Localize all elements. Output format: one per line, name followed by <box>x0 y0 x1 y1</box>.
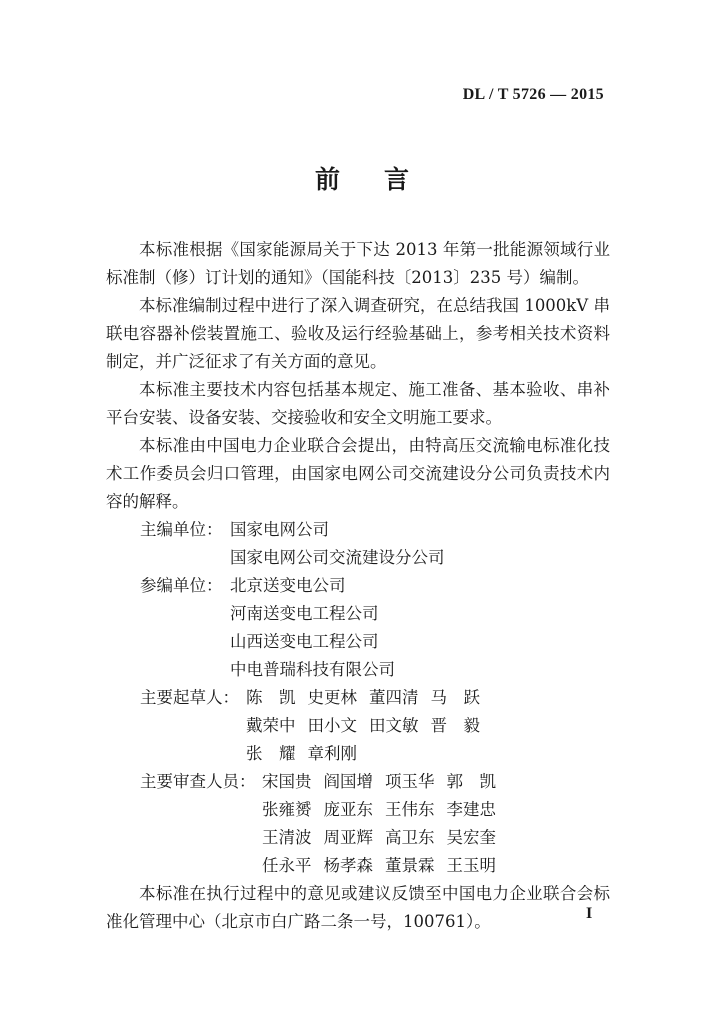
page-title: 前言 <box>314 165 453 194</box>
drafters-row <box>246 712 492 740</box>
drafter-name: 章利刚 <box>307 744 357 763</box>
drafters-label: 主要起草人： <box>140 688 239 707</box>
reviewer-name: 王伟东 <box>385 800 435 819</box>
paragraph-basis: 本标准根据《国家能源局关于下达 2013 年第一批能源领域行业标准制（修）订计划的通知》（国能科技〔2013〕235 号）编制。 <box>106 240 610 287</box>
participating-units-label: 参编单位： <box>140 576 223 595</box>
reviewer-name: 王清波 <box>262 828 312 847</box>
reviewer-name: 李建忠 <box>446 800 496 819</box>
participating-unit: 河南送变电工程公司 <box>230 604 379 623</box>
standard-number: DL / T 5726 — 2015 <box>462 86 604 103</box>
paragraph-management: 本标准由中国电力企业联合会提出，由特高压交流输电标准化技术工作委员会归口管理，由国家电网公司交流建设分公司负责技术内容的解释。 <box>106 436 610 511</box>
reviewers-row <box>262 768 508 796</box>
participating-unit: 中电普瑞科技有限公司 <box>230 660 395 679</box>
reviewer-name: 郭 凯 <box>446 772 496 791</box>
reviewer-name: 高卫东 <box>385 828 435 847</box>
reviewer-name: 周亚辉 <box>323 828 373 847</box>
reviewer-name: 阎国增 <box>323 772 373 791</box>
drafter-name: 张 耀 <box>246 744 296 763</box>
reviewers-row <box>262 824 508 852</box>
reviewers-label: 主要审查人员： <box>140 772 256 791</box>
reviewers-row <box>262 852 508 880</box>
drafter-name: 史更林 <box>307 688 357 707</box>
reviewer-name: 杨孝森 <box>323 856 373 875</box>
chief-editor-unit: 国家电网公司交流建设分公司 <box>230 548 445 567</box>
paragraph-feedback: 本标准在执行过程中的意见或建议反馈至中国电力企业联合会标准化管理中心（北京市白广路二条一号，100761）。 <box>106 884 610 931</box>
reviewer-name: 任永平 <box>262 856 312 875</box>
drafter-name: 田文敏 <box>369 716 419 735</box>
participating-unit: 山西送变电工程公司 <box>230 632 379 651</box>
reviewer-name: 张雍赟 <box>262 800 312 819</box>
drafter-name: 陈 凯 <box>246 688 296 707</box>
reviewer-name: 宋国贵 <box>262 772 312 791</box>
reviewer-name: 王玉明 <box>446 856 496 875</box>
reviewer-name: 庞亚东 <box>323 800 373 819</box>
drafter-name: 戴荣中 <box>246 716 296 735</box>
drafters-row <box>246 684 492 712</box>
participating-unit: 北京送变电公司 <box>230 576 346 595</box>
chief-editor-unit: 国家电网公司 <box>230 520 329 539</box>
page-number: I <box>586 905 593 922</box>
drafter-name: 田小文 <box>307 716 357 735</box>
chief-editors-label: 主编单位： <box>140 520 223 539</box>
drafters-row <box>246 740 369 768</box>
reviewer-name: 项玉华 <box>385 772 435 791</box>
drafter-name: 马 跃 <box>430 688 480 707</box>
paragraph-content: 本标准主要技术内容包括基本规定、施工准备、基本验收、串补平台安装、设备安装、交接验收和安全文明施工要求。 <box>106 380 610 427</box>
paragraph-process: 本标准编制过程中进行了深入调查研究，在总结我国 1000kV 串联电容器补偿装置施工、验收及运行经验基础上，参考相关技术资料制定，并广泛征求了有关方面的意见。 <box>106 296 610 371</box>
reviewer-name: 吴宏奎 <box>446 828 496 847</box>
reviewer-name: 董景霖 <box>385 856 435 875</box>
drafter-name: 董四清 <box>369 688 419 707</box>
reviewers-row <box>262 796 508 824</box>
drafter-name: 晋 毅 <box>430 716 480 735</box>
